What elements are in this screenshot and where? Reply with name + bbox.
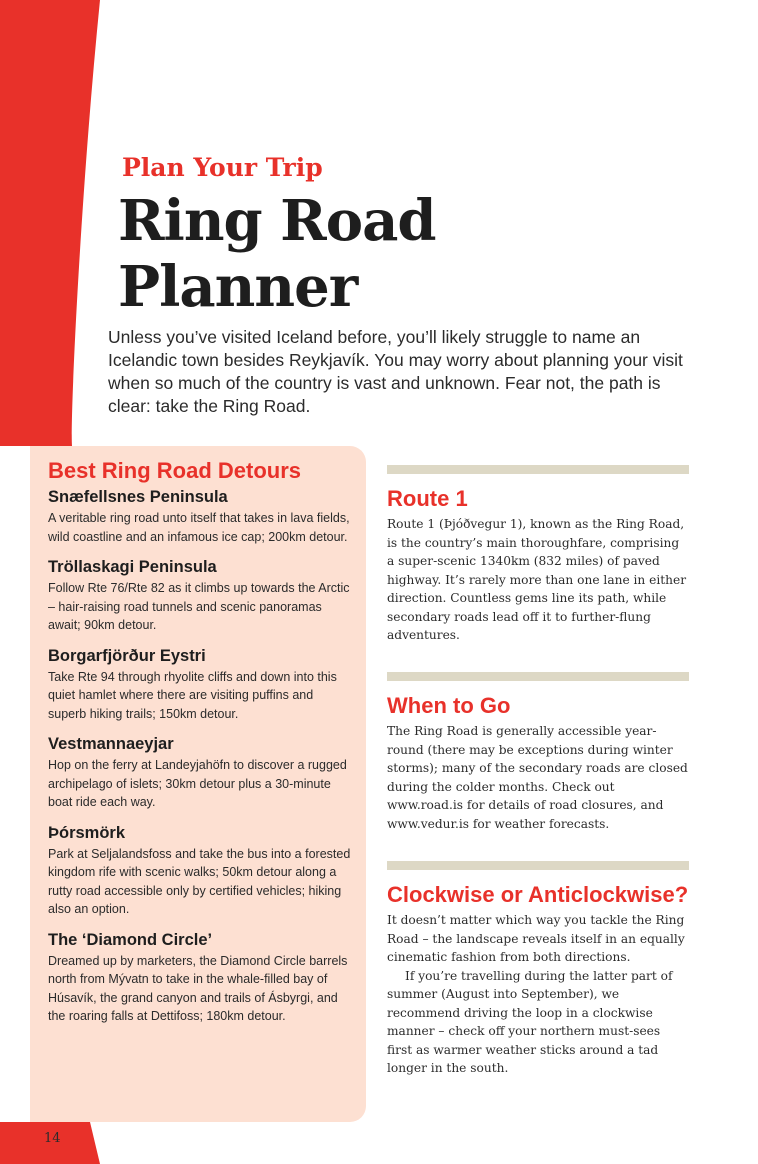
route1-section	[387, 465, 689, 645]
section-divider	[387, 672, 689, 681]
detours-heading: Best Ring Road Detours	[48, 458, 302, 483]
detour-title: Vestmannaeyjar	[48, 735, 174, 753]
clockwise-heading: Clockwise or Anticlockwise?	[387, 882, 689, 907]
detour-title: Þórsmörk	[48, 823, 126, 842]
detour-text: Park at Seljalandsfoss and take the bus into a forested kingdom rife with scenic walks; 50km detour along a rutty road accessible only by certified vehicles; hiking also an option.	[48, 846, 351, 916]
clockwise-section	[387, 861, 689, 1078]
detour-text: Hop on the ferry at Landeyjahöfn to discover a rugged archipelago of islets; 30km detour plus a 30-minute boat ride each way.	[48, 758, 347, 809]
detour-item	[48, 647, 354, 724]
page-number: 14	[44, 1131, 61, 1146]
detour-title: Borgarfjörður Eystri	[48, 646, 206, 665]
title-line-2: Planner	[118, 254, 358, 320]
route1-heading: Route 1	[387, 486, 468, 511]
detours-sidebar	[30, 446, 366, 1122]
clockwise-paragraph-2: If you’re travelling during the latter part of summer (August into September), we recommend driving the loop in a clockwise manner – check off your northern must-sees first as warmer weather sticks around a tad longer in the south.	[387, 968, 673, 1075]
detour-item	[48, 931, 354, 1026]
detour-item	[48, 558, 354, 635]
intro-paragraph: Unless you’ve visited Iceland before, you’ll likely struggle to name an Icelandic town besides Reykjavík. You may worry about planning your visit when so much of the country is vast and unknown. Fear not, the path is clear: take the Ring Road.	[108, 327, 683, 416]
section-divider	[387, 465, 689, 474]
route1-text: Route 1 (Þjóðvegur 1), known as the Ring Road, is the country’s main thoroughfare, comprising a super-scenic 1340km (832 miles) of paved highway. It’s rarely more than one lane in either direction. Countless gems line its path, while secondary roads lead off it to further-flung adventures.	[387, 517, 687, 642]
when-to-go-section	[387, 672, 689, 833]
title-line-1: Ring Road	[118, 188, 436, 254]
detour-text: Dreamed up by marketers, the Diamond Circle barrels north from Mývatn to take in the whale-filled bay of Húsavík, the grand canyon and trails of Ásbyrgi, and the roaring falls at Dettifoss; 180km detour.	[48, 953, 348, 1023]
detour-title: Tröllaskagi Peninsula	[48, 558, 217, 576]
detour-text: A veritable ring road unto itself that takes in lava fields, wild coastline and an infamous ice cap; 200km detour.	[48, 511, 350, 544]
detour-title: Snæfellsnes Peninsula	[48, 488, 228, 506]
detour-text: Take Rte 94 through rhyolite cliffs and down into this quiet hamlet where there are visiting puffins and superb hiking trails; 150km detour.	[48, 669, 337, 721]
detour-text: Follow Rte 76/Rte 82 as it climbs up towards the Arctic – hair-raising road tunnels and scenic panoramas await; 90km detour.	[48, 581, 350, 632]
section-divider	[387, 861, 689, 870]
detour-item	[48, 824, 354, 919]
detour-title: The ‘Diamond Circle’	[48, 930, 213, 949]
detour-item	[48, 735, 354, 812]
page-title	[118, 188, 436, 320]
detour-item	[48, 488, 354, 546]
section-kicker: Plan Your Trip	[122, 153, 323, 182]
when-to-go-text: The Ring Road is generally accessible year-round (there may be exceptions during winter storms); many of the secondary roads are closed during the colder months. Check out www.road.is for details of road closures, and www.vedur.is for weather forecasts.	[387, 724, 688, 831]
clockwise-paragraph-1: It doesn’t matter which way you tackle the Ring Road – the landscape reveals itself in an equally cinematic fashion from both directions.	[387, 913, 685, 964]
when-to-go-heading: When to Go	[387, 693, 511, 718]
